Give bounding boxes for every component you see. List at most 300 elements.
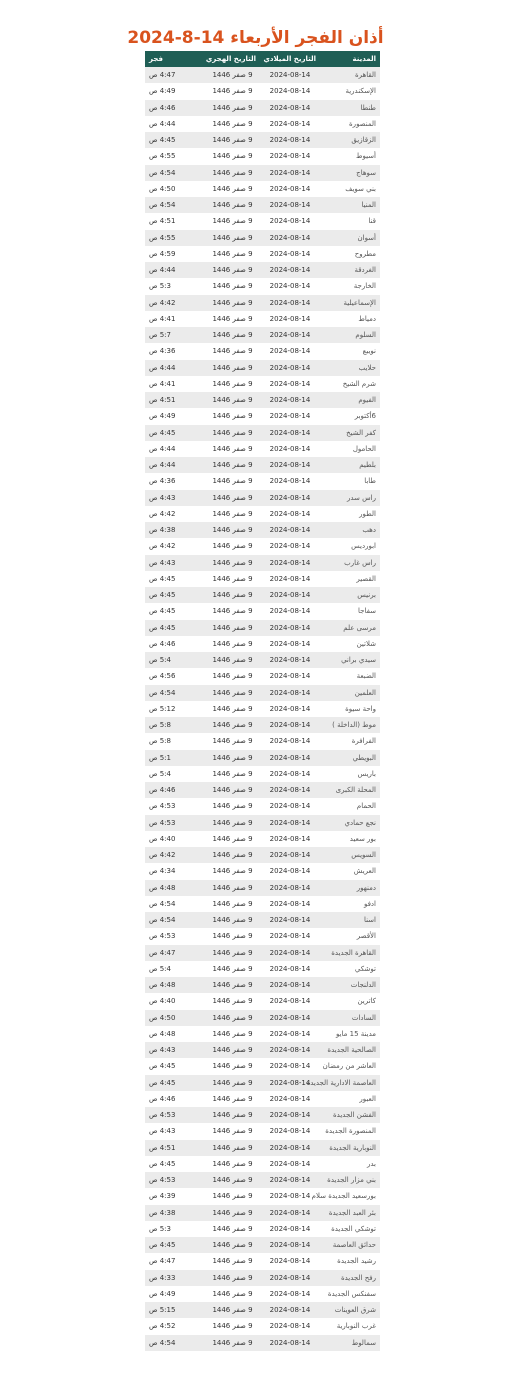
gregorian-date-cell: 2024-08-14 — [260, 717, 320, 733]
gregorian-date-cell: 2024-08-14 — [260, 262, 320, 278]
fajr-time-cell: 4:51 ص — [145, 1140, 205, 1156]
hijri-date-cell: 9 صفر 1446 — [205, 766, 260, 782]
gregorian-date-cell: 2024-08-14 — [260, 1091, 320, 1107]
gregorian-date-cell: 2024-08-14 — [260, 555, 320, 571]
table-row — [145, 165, 380, 181]
fajr-time-cell: 4:53 ص — [145, 1172, 205, 1188]
fajr-time-cell: 5:3 ص — [145, 278, 205, 294]
hijri-date-cell: 9 صفر 1446 — [205, 896, 260, 912]
table-row — [145, 1221, 380, 1237]
city-cell: المنصورة الجديدة — [320, 1123, 380, 1139]
hijri-date-cell: 9 صفر 1446 — [205, 1058, 260, 1074]
city-cell: حدائق العاصمة — [320, 1237, 380, 1253]
fajr-time-cell: 4:43 ص — [145, 490, 205, 506]
table-row — [145, 961, 380, 977]
hijri-date-cell: 9 صفر 1446 — [205, 1302, 260, 1318]
table-row — [145, 116, 380, 132]
table-row — [145, 896, 380, 912]
fajr-time-cell: 5:4 ص — [145, 961, 205, 977]
table-row — [145, 246, 380, 262]
table-row — [145, 278, 380, 294]
fajr-time-cell: 4:54 ص — [145, 165, 205, 181]
table-row — [145, 181, 380, 197]
city-cell: ادفو — [320, 896, 380, 912]
gregorian-date-cell: 2024-08-14 — [260, 1205, 320, 1221]
city-cell: الخارجة — [320, 278, 380, 294]
table-header-row — [145, 51, 380, 67]
column-header-hijri-date: التاريخ الهجري — [205, 51, 260, 67]
city-cell: السادات — [320, 1010, 380, 1026]
hijri-date-cell: 9 صفر 1446 — [205, 701, 260, 717]
table-row — [145, 1237, 380, 1253]
city-cell: نويبع — [320, 343, 380, 359]
hijri-date-cell: 9 صفر 1446 — [205, 945, 260, 961]
gregorian-date-cell: 2024-08-14 — [260, 360, 320, 376]
fajr-time-cell: 4:38 ص — [145, 1205, 205, 1221]
hijri-date-cell: 9 صفر 1446 — [205, 1123, 260, 1139]
city-cell: الفرافرة — [320, 733, 380, 749]
hijri-date-cell: 9 صفر 1446 — [205, 360, 260, 376]
fajr-time-cell: 4:55 ص — [145, 230, 205, 246]
city-cell: غرب النوبارية — [320, 1318, 380, 1334]
city-cell: حلايب — [320, 360, 380, 376]
table-row — [145, 490, 380, 506]
hijri-date-cell: 9 صفر 1446 — [205, 961, 260, 977]
hijri-date-cell: 9 صفر 1446 — [205, 425, 260, 441]
gregorian-date-cell: 2024-08-14 — [260, 67, 320, 83]
table-row — [145, 766, 380, 782]
gregorian-date-cell: 2024-08-14 — [260, 278, 320, 294]
gregorian-date-cell: 2024-08-14 — [260, 506, 320, 522]
table-row — [145, 100, 380, 116]
city-cell: دمياط — [320, 311, 380, 327]
gregorian-date-cell: 2024-08-14 — [260, 831, 320, 847]
gregorian-date-cell: 2024-08-14 — [260, 652, 320, 668]
gregorian-date-cell: 2024-08-14 — [260, 376, 320, 392]
fajr-time-cell: 4:54 ص — [145, 197, 205, 213]
city-cell: المنيا — [320, 197, 380, 213]
table-row — [145, 311, 380, 327]
city-cell: بدر — [320, 1156, 380, 1172]
table-row — [145, 538, 380, 554]
table-row — [145, 441, 380, 457]
gregorian-date-cell: 2024-08-14 — [260, 1156, 320, 1172]
city-cell: باريس — [320, 766, 380, 782]
city-cell: سفنكس الجديدة — [320, 1286, 380, 1302]
gregorian-date-cell: 2024-08-14 — [260, 343, 320, 359]
city-cell: كفر الشيخ — [320, 425, 380, 441]
city-cell: القاهرة — [320, 67, 380, 83]
hijri-date-cell: 9 صفر 1446 — [205, 750, 260, 766]
gregorian-date-cell: 2024-08-14 — [260, 1010, 320, 1026]
column-header-city: المدينة — [320, 51, 380, 67]
fajr-time-cell: 4:48 ص — [145, 1026, 205, 1042]
fajr-time-cell: 4:36 ص — [145, 473, 205, 489]
gregorian-date-cell: 2024-08-14 — [260, 798, 320, 814]
gregorian-date-cell: 2024-08-14 — [260, 1058, 320, 1074]
fajr-time-cell: 5:3 ص — [145, 1221, 205, 1237]
table-row — [145, 67, 380, 83]
city-cell: برنيس — [320, 587, 380, 603]
hijri-date-cell: 9 صفر 1446 — [205, 1107, 260, 1123]
gregorian-date-cell: 2024-08-14 — [260, 668, 320, 684]
fajr-time-cell: 4:34 ص — [145, 863, 205, 879]
hijri-date-cell: 9 صفر 1446 — [205, 571, 260, 587]
fajr-time-cell: 4:41 ص — [145, 311, 205, 327]
city-cell: الإسكندرية — [320, 83, 380, 99]
gregorian-date-cell: 2024-08-14 — [260, 815, 320, 831]
gregorian-date-cell: 2024-08-14 — [260, 620, 320, 636]
fajr-time-cell: 4:45 ص — [145, 1237, 205, 1253]
hijri-date-cell: 9 صفر 1446 — [205, 1270, 260, 1286]
gregorian-date-cell: 2024-08-14 — [260, 993, 320, 1009]
city-cell: سمالوط — [320, 1335, 380, 1351]
gregorian-date-cell: 2024-08-14 — [260, 847, 320, 863]
table-row — [145, 408, 380, 424]
hijri-date-cell: 9 صفر 1446 — [205, 490, 260, 506]
city-cell: الدلنجات — [320, 977, 380, 993]
table-row — [145, 1318, 380, 1334]
gregorian-date-cell: 2024-08-14 — [260, 148, 320, 164]
table-row — [145, 1205, 380, 1221]
table-row — [145, 457, 380, 473]
fajr-time-cell: 4:48 ص — [145, 977, 205, 993]
hijri-date-cell: 9 صفر 1446 — [205, 847, 260, 863]
table-row — [145, 1172, 380, 1188]
fajr-time-cell: 5:7 ص — [145, 327, 205, 343]
city-cell: العاصمة الادارية الجديدة — [320, 1075, 380, 1091]
gregorian-date-cell: 2024-08-14 — [260, 1318, 320, 1334]
table-row — [145, 132, 380, 148]
hijri-date-cell: 9 صفر 1446 — [205, 620, 260, 636]
gregorian-date-cell: 2024-08-14 — [260, 181, 320, 197]
city-cell: القصير — [320, 571, 380, 587]
gregorian-date-cell: 2024-08-14 — [260, 538, 320, 554]
city-cell: واحة سيوة — [320, 701, 380, 717]
table-row — [145, 1335, 380, 1351]
table-row — [145, 993, 380, 1009]
hijri-date-cell: 9 صفر 1446 — [205, 1075, 260, 1091]
table-row — [145, 1156, 380, 1172]
gregorian-date-cell: 2024-08-14 — [260, 230, 320, 246]
city-cell: الأقصر — [320, 928, 380, 944]
fajr-time-cell: 4:46 ص — [145, 782, 205, 798]
city-cell: الفشن الجديدة — [320, 1107, 380, 1123]
prayer-times-table — [145, 51, 380, 1351]
fajr-time-cell: 4:45 ص — [145, 425, 205, 441]
city-cell: كاترين — [320, 993, 380, 1009]
hijri-date-cell: 9 صفر 1446 — [205, 717, 260, 733]
gregorian-date-cell: 2024-08-14 — [260, 961, 320, 977]
city-cell: اسنا — [320, 912, 380, 928]
gregorian-date-cell: 2024-08-14 — [260, 473, 320, 489]
city-cell: بورسعيد الجديدة سلام — [320, 1188, 380, 1204]
table-row — [145, 928, 380, 944]
gregorian-date-cell: 2024-08-14 — [260, 392, 320, 408]
hijri-date-cell: 9 صفر 1446 — [205, 1237, 260, 1253]
fajr-time-cell: 5:1 ص — [145, 750, 205, 766]
table-row — [145, 880, 380, 896]
fajr-time-cell: 4:54 ص — [145, 896, 205, 912]
gregorian-date-cell: 2024-08-14 — [260, 1335, 320, 1351]
gregorian-date-cell: 2024-08-14 — [260, 197, 320, 213]
city-cell: قنا — [320, 213, 380, 229]
city-cell: الزقازيق — [320, 132, 380, 148]
gregorian-date-cell: 2024-08-14 — [260, 1172, 320, 1188]
fajr-time-cell: 4:54 ص — [145, 912, 205, 928]
table-row — [145, 262, 380, 278]
hijri-date-cell: 9 صفر 1446 — [205, 473, 260, 489]
table-row — [145, 1253, 380, 1269]
city-cell: السلوم — [320, 327, 380, 343]
fajr-time-cell: 4:55 ص — [145, 148, 205, 164]
fajr-time-cell: 5:8 ص — [145, 717, 205, 733]
fajr-time-cell: 4:33 ص — [145, 1270, 205, 1286]
fajr-time-cell: 4:45 ص — [145, 587, 205, 603]
hijri-date-cell: 9 صفر 1446 — [205, 1286, 260, 1302]
fajr-time-cell: 4:52 ص — [145, 1318, 205, 1334]
hijri-date-cell: 9 صفر 1446 — [205, 993, 260, 1009]
fajr-time-cell: 4:45 ص — [145, 1058, 205, 1074]
table-row — [145, 863, 380, 879]
gregorian-date-cell: 2024-08-14 — [260, 1188, 320, 1204]
gregorian-date-cell: 2024-08-14 — [260, 880, 320, 896]
hijri-date-cell: 9 صفر 1446 — [205, 733, 260, 749]
fajr-time-cell: 4:50 ص — [145, 181, 205, 197]
city-cell: نجع حمادي — [320, 815, 380, 831]
gregorian-date-cell: 2024-08-14 — [260, 213, 320, 229]
fajr-time-cell: 4:46 ص — [145, 1091, 205, 1107]
hijri-date-cell: 9 صفر 1446 — [205, 67, 260, 83]
hijri-date-cell: 9 صفر 1446 — [205, 311, 260, 327]
gregorian-date-cell: 2024-08-14 — [260, 1270, 320, 1286]
hijri-date-cell: 9 صفر 1446 — [205, 132, 260, 148]
table-row — [145, 522, 380, 538]
table-row — [145, 587, 380, 603]
page-title: أذان الفجر الأربعاء 14-8-2024 — [127, 28, 384, 48]
table-row — [145, 945, 380, 961]
fajr-time-cell: 4:42 ص — [145, 847, 205, 863]
gregorian-date-cell: 2024-08-14 — [260, 1302, 320, 1318]
hijri-date-cell: 9 صفر 1446 — [205, 587, 260, 603]
fajr-time-cell: 4:45 ص — [145, 620, 205, 636]
table-row — [145, 327, 380, 343]
table-row — [145, 1010, 380, 1026]
table-row — [145, 1286, 380, 1302]
city-cell: بئر العبد الجديدة — [320, 1205, 380, 1221]
hijri-date-cell: 9 صفر 1446 — [205, 1318, 260, 1334]
hijri-date-cell: 9 صفر 1446 — [205, 977, 260, 993]
fajr-time-cell: 4:51 ص — [145, 392, 205, 408]
table-row — [145, 392, 380, 408]
table-row — [145, 83, 380, 99]
hijri-date-cell: 9 صفر 1446 — [205, 83, 260, 99]
fajr-time-cell: 4:49 ص — [145, 1286, 205, 1302]
city-cell: شرم الشيخ — [320, 376, 380, 392]
fajr-time-cell: 4:42 ص — [145, 506, 205, 522]
table-row — [145, 750, 380, 766]
gregorian-date-cell: 2024-08-14 — [260, 571, 320, 587]
city-cell: الفيوم — [320, 392, 380, 408]
fajr-time-cell: 4:49 ص — [145, 83, 205, 99]
gregorian-date-cell: 2024-08-14 — [260, 863, 320, 879]
hijri-date-cell: 9 صفر 1446 — [205, 441, 260, 457]
hijri-date-cell: 9 صفر 1446 — [205, 392, 260, 408]
table-row — [145, 571, 380, 587]
gregorian-date-cell: 2024-08-14 — [260, 750, 320, 766]
city-cell: طنطا — [320, 100, 380, 116]
gregorian-date-cell: 2024-08-14 — [260, 522, 320, 538]
table-row — [145, 847, 380, 863]
city-cell: سوهاج — [320, 165, 380, 181]
table-row — [145, 1042, 380, 1058]
gregorian-date-cell: 2024-08-14 — [260, 896, 320, 912]
table-row — [145, 912, 380, 928]
city-cell: النوبارية الجديدة — [320, 1140, 380, 1156]
table-row — [145, 1091, 380, 1107]
hijri-date-cell: 9 صفر 1446 — [205, 831, 260, 847]
city-cell: رشيد الجديدة — [320, 1253, 380, 1269]
table-row — [145, 668, 380, 684]
gregorian-date-cell: 2024-08-14 — [260, 701, 320, 717]
gregorian-date-cell: 2024-08-14 — [260, 165, 320, 181]
gregorian-date-cell: 2024-08-14 — [260, 1075, 320, 1091]
hijri-date-cell: 9 صفر 1446 — [205, 246, 260, 262]
table-body — [145, 67, 380, 1351]
gregorian-date-cell: 2024-08-14 — [260, 425, 320, 441]
fajr-time-cell: 4:54 ص — [145, 685, 205, 701]
city-cell: المنصورة — [320, 116, 380, 132]
gregorian-date-cell: 2024-08-14 — [260, 1123, 320, 1139]
fajr-time-cell: 4:43 ص — [145, 1123, 205, 1139]
gregorian-date-cell: 2024-08-14 — [260, 116, 320, 132]
hijri-date-cell: 9 صفر 1446 — [205, 1253, 260, 1269]
table-row — [145, 148, 380, 164]
fajr-time-cell: 4:36 ص — [145, 343, 205, 359]
fajr-time-cell: 4:49 ص — [145, 408, 205, 424]
gregorian-date-cell: 2024-08-14 — [260, 490, 320, 506]
hijri-date-cell: 9 صفر 1446 — [205, 668, 260, 684]
gregorian-date-cell: 2024-08-14 — [260, 1107, 320, 1123]
fajr-time-cell: 4:39 ص — [145, 1188, 205, 1204]
fajr-time-cell: 4:53 ص — [145, 928, 205, 944]
hijri-date-cell: 9 صفر 1446 — [205, 522, 260, 538]
hijri-date-cell: 9 صفر 1446 — [205, 1091, 260, 1107]
fajr-time-cell: 4:44 ص — [145, 116, 205, 132]
table-row — [145, 1123, 380, 1139]
city-cell: ابورديس — [320, 538, 380, 554]
city-cell: العلمين — [320, 685, 380, 701]
gregorian-date-cell: 2024-08-14 — [260, 685, 320, 701]
fajr-time-cell: 4:47 ص — [145, 67, 205, 83]
hijri-date-cell: 9 صفر 1446 — [205, 1188, 260, 1204]
city-cell: الحمام — [320, 798, 380, 814]
fajr-time-cell: 4:42 ص — [145, 538, 205, 554]
gregorian-date-cell: 2024-08-14 — [260, 1140, 320, 1156]
table-row — [145, 1107, 380, 1123]
hijri-date-cell: 9 صفر 1446 — [205, 1140, 260, 1156]
fajr-time-cell: 4:50 ص — [145, 1010, 205, 1026]
city-cell: بور سعيد — [320, 831, 380, 847]
city-cell: البويطي — [320, 750, 380, 766]
hijri-date-cell: 9 صفر 1446 — [205, 100, 260, 116]
gregorian-date-cell: 2024-08-14 — [260, 782, 320, 798]
table-row — [145, 1302, 380, 1318]
table-row — [145, 603, 380, 619]
hijri-date-cell: 9 صفر 1446 — [205, 1172, 260, 1188]
hijri-date-cell: 9 صفر 1446 — [205, 506, 260, 522]
gregorian-date-cell: 2024-08-14 — [260, 977, 320, 993]
hijri-date-cell: 9 صفر 1446 — [205, 1221, 260, 1237]
hijri-date-cell: 9 صفر 1446 — [205, 1205, 260, 1221]
gregorian-date-cell: 2024-08-14 — [260, 327, 320, 343]
hijri-date-cell: 9 صفر 1446 — [205, 603, 260, 619]
fajr-time-cell: 4:45 ص — [145, 1075, 205, 1091]
gregorian-date-cell: 2024-08-14 — [260, 603, 320, 619]
fajr-time-cell: 4:48 ص — [145, 880, 205, 896]
fajr-time-cell: 4:43 ص — [145, 555, 205, 571]
table-row — [145, 685, 380, 701]
city-cell: سفاجا — [320, 603, 380, 619]
table-row — [145, 717, 380, 733]
hijri-date-cell: 9 صفر 1446 — [205, 782, 260, 798]
gregorian-date-cell: 2024-08-14 — [260, 100, 320, 116]
table-row — [145, 1058, 380, 1074]
hijri-date-cell: 9 صفر 1446 — [205, 555, 260, 571]
hijri-date-cell: 9 صفر 1446 — [205, 880, 260, 896]
hijri-date-cell: 9 صفر 1446 — [205, 116, 260, 132]
table-row — [145, 197, 380, 213]
hijri-date-cell: 9 صفر 1446 — [205, 538, 260, 554]
fajr-time-cell: 4:44 ص — [145, 441, 205, 457]
fajr-time-cell: 5:15 ص — [145, 1302, 205, 1318]
table-row — [145, 782, 380, 798]
city-cell: الضبعة — [320, 668, 380, 684]
gregorian-date-cell: 2024-08-14 — [260, 457, 320, 473]
table-row — [145, 213, 380, 229]
city-cell: 6أكتوبر — [320, 408, 380, 424]
city-cell: بني مزار الجديدة — [320, 1172, 380, 1188]
hijri-date-cell: 9 صفر 1446 — [205, 278, 260, 294]
hijri-date-cell: 9 صفر 1446 — [205, 376, 260, 392]
hijri-date-cell: 9 صفر 1446 — [205, 798, 260, 814]
hijri-date-cell: 9 صفر 1446 — [205, 343, 260, 359]
gregorian-date-cell: 2024-08-14 — [260, 733, 320, 749]
gregorian-date-cell: 2024-08-14 — [260, 1237, 320, 1253]
fajr-time-cell: 5:12 ص — [145, 701, 205, 717]
gregorian-date-cell: 2024-08-14 — [260, 1221, 320, 1237]
fajr-time-cell: 4:59 ص — [145, 246, 205, 262]
table-row — [145, 1140, 380, 1156]
gregorian-date-cell: 2024-08-14 — [260, 1286, 320, 1302]
gregorian-date-cell: 2024-08-14 — [260, 441, 320, 457]
table-row — [145, 343, 380, 359]
gregorian-date-cell: 2024-08-14 — [260, 1042, 320, 1058]
gregorian-date-cell: 2024-08-14 — [260, 246, 320, 262]
gregorian-date-cell: 2024-08-14 — [260, 945, 320, 961]
fajr-time-cell: 4:53 ص — [145, 1107, 205, 1123]
gregorian-date-cell: 2024-08-14 — [260, 132, 320, 148]
fajr-time-cell: 4:45 ص — [145, 603, 205, 619]
city-cell: راس غارب — [320, 555, 380, 571]
city-cell: العاشر من رمضان — [320, 1058, 380, 1074]
table-row — [145, 506, 380, 522]
gregorian-date-cell: 2024-08-14 — [260, 83, 320, 99]
hijri-date-cell: 9 صفر 1446 — [205, 1042, 260, 1058]
hijri-date-cell: 9 صفر 1446 — [205, 295, 260, 311]
fajr-time-cell: 4:41 ص — [145, 376, 205, 392]
fajr-time-cell: 4:45 ص — [145, 132, 205, 148]
